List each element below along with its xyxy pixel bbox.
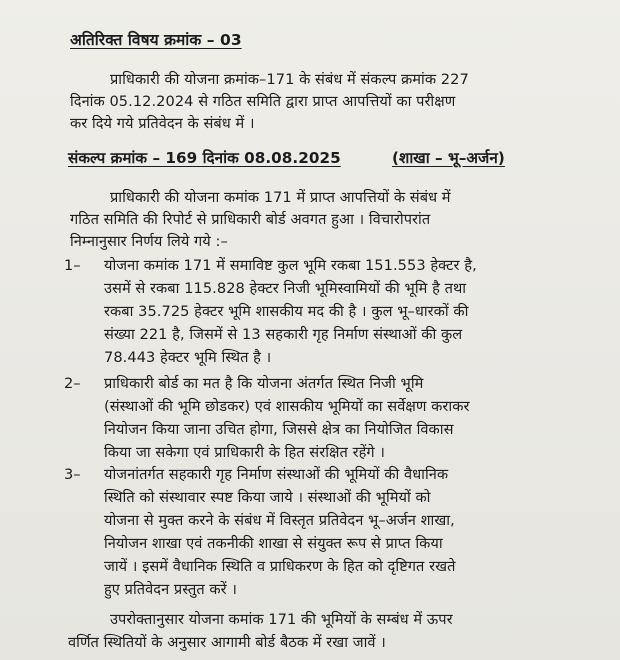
subject-line: प्राधिकारी की योजना क्रमांक–171 के संबंध में संकल्प क्रमांक 227	[110, 71, 469, 88]
point-line: संख्या 221 है, जिसमें से 13 सहकारी गृह निर्माण संस्थाओं की कुल	[104, 326, 463, 343]
point-line: नियोजन शाखा एवं तकनीकी शाखा से संयुक्त रूप से प्राप्त किया	[104, 535, 443, 552]
point-line: किया जा सकेगा एवं प्राधिकारी के हित संरक्षित रहेंगे ।	[104, 444, 385, 461]
point-line: प्राधिकारी बोर्ड का मत है कि योजना अंतर्गत स्थित निजी भूमि	[104, 375, 424, 392]
point-line: उसमें से रकबा 115.828 हेक्टर निजी भूमिस्वामियों की भूमि है तथा	[104, 280, 467, 297]
branch-label: (शाखा – भू–अर्जन)	[392, 149, 505, 167]
point-line: (संस्थाओं की भूमि छोडकर) एवं शासकीय भूमियों का सर्वेक्षण कराकर	[104, 398, 470, 415]
point-line: योजना कमांक 171 में समाविष्ट कुल भूमि रकबा 151.553 हेक्टर है,	[104, 257, 477, 274]
point-line: 78.443 हेक्टर भूमि स्थित है ।	[104, 349, 272, 366]
intro-line: प्राधिकारी की योजना कमांक 171 में प्राप्त आपत्तियों के संबंध में	[110, 189, 451, 206]
closing-line: उपरोक्तानुसार योजना कमांक 171 की भूमियों के सम्बंध में ऊपर	[110, 611, 453, 628]
agenda-heading: अतिरिक्त विषय क्रमांक – 03	[70, 31, 242, 49]
point-line: हुए प्रतिवेदन प्रस्तुत करें ।	[104, 581, 237, 598]
point-line: स्थिति को संस्थावार स्पष्ट किया जाये । संस्थाओं की भूमियों को	[104, 489, 431, 506]
resolution-heading: संकल्प क्रमांक – 169 दिनांक 08.08.2025	[68, 149, 341, 167]
point-number: 3–	[64, 466, 81, 483]
point-number: 2–	[64, 375, 81, 392]
point-line: रकबा 35.725 हेक्टर भूमि शासकीय मद की है । कुल भू–धारकों की	[104, 303, 469, 320]
point-number: 1–	[64, 257, 81, 274]
point-line: योजनांतर्गत सहकारी गृह निर्माण संस्थाओं की भूमियों की वैधानिक	[104, 466, 449, 483]
point-line: जायें । इसमें वैधानिक स्थिति व प्राधिकरण के हित को दृष्टिगत रखते	[104, 558, 456, 575]
intro-line: गठित समिति की रिपोर्ट से प्राधिकारी बोर्ड अवगत हुआ । विचारोपरांत	[70, 211, 431, 228]
point-line: नियोजन किया जाना उचित होगा, जिससे क्षेत्र का नियोजित विकास	[104, 421, 454, 438]
closing-line: वर्णित स्थितियों के अनुसार आगामी बोर्ड बैठक में रखा जावें ।	[68, 634, 386, 651]
subject-line: कर दिये गये प्रतिवेदन के संबंध में ।	[70, 115, 255, 132]
subject-line: दिनांक 05.12.2024 से गठित समिति द्वारा प्राप्त आपत्तियों का परीक्षण	[70, 93, 456, 110]
intro-line: निम्नानुसार निर्णय लिये गये :–	[70, 233, 228, 250]
point-line: योजना से मुक्त करने के संबंध में विस्तृत प्रतिवेदन भू–अर्जन शाखा,	[104, 512, 455, 529]
